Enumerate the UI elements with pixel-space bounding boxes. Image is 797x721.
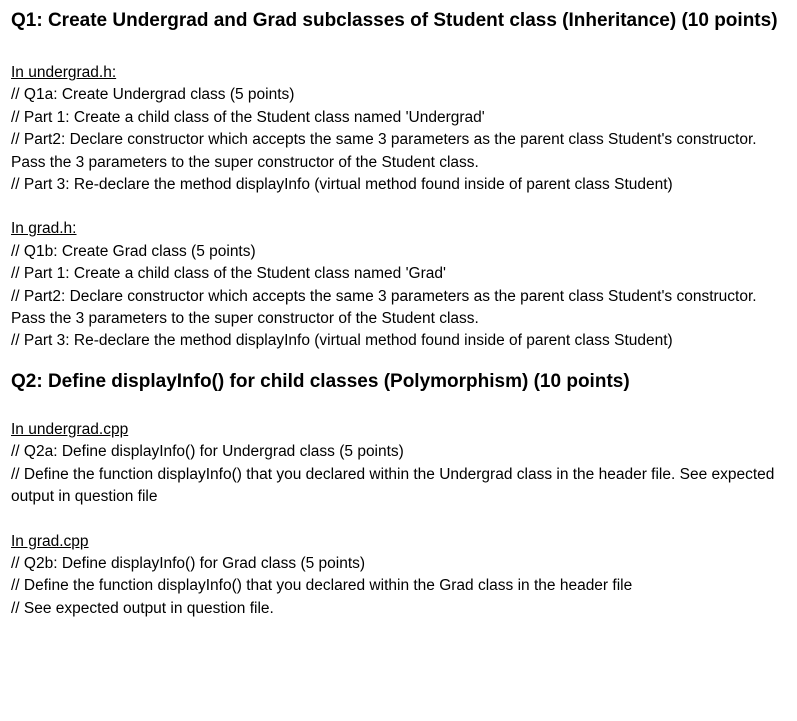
undergrad-cpp-filename: In undergrad.cpp [11, 420, 129, 438]
q1b-part1-line: // Part 1: Create a child class of the Student class named 'Grad' [11, 265, 446, 283]
q2b-define-line: // Define the function displayInfo() that you declared within the Grad class in the header file [11, 577, 633, 595]
undergrad-h-filename: In undergrad.h: [11, 64, 117, 81]
q2a-define-line: // Define the function displayInfo() that you declared within the Undergrad class in the header file. See expected output in question file [11, 465, 775, 506]
q1b-line: // Q1b: Create Grad class (5 points) [11, 242, 256, 260]
undergrad-h-section [11, 62, 783, 196]
q2-heading: Q2: Define displayInfo() for child classes (Polymorphism) (10 points) [11, 370, 630, 392]
undergrad-cpp-section [11, 419, 783, 509]
q2a-line: // Q2a: Define displayInfo() for Undergrad class (5 points) [11, 443, 404, 461]
q1a-line: // Q1a: Create Undergrad class (5 points) [11, 86, 295, 104]
grad-cpp-section [11, 531, 783, 621]
q1b-part3-line: // Part 3: Re-declare the method displayInfo (virtual method found inside of parent class Student) [11, 332, 673, 350]
q1a-part1-line: // Part 1: Create a child class of the Student class named 'Undergrad' [11, 108, 485, 126]
q2b-line: // Q2b: Define displayInfo() for Grad class (5 points) [11, 554, 366, 572]
q1a-part3-line: // Part 3: Re-declare the method displayInfo (virtual method found inside of parent class Student) [11, 176, 673, 194]
q1-heading: Q1: Create Undergrad and Grad subclasses of Student class (Inheritance) (10 points) [11, 10, 778, 31]
q2b-output-line: // See expected output in question file. [11, 599, 274, 617]
q1a-part2-line: // Part2: Declare constructor which accepts the same 3 parameters as the parent class Student's constructor. Pass the 3 parameters to the super constructor of the Student class. [11, 131, 757, 171]
grad-h-section [11, 218, 783, 352]
grad-h-filename: In grad.h: [11, 220, 77, 238]
q1b-part2-line: // Part2: Declare constructor which accepts the same 3 parameters as the parent class Student's constructor. Pass the 3 parameters to the super constructor of the Student class. [11, 287, 757, 328]
grad-cpp-filename: In grad.cpp [11, 532, 89, 550]
